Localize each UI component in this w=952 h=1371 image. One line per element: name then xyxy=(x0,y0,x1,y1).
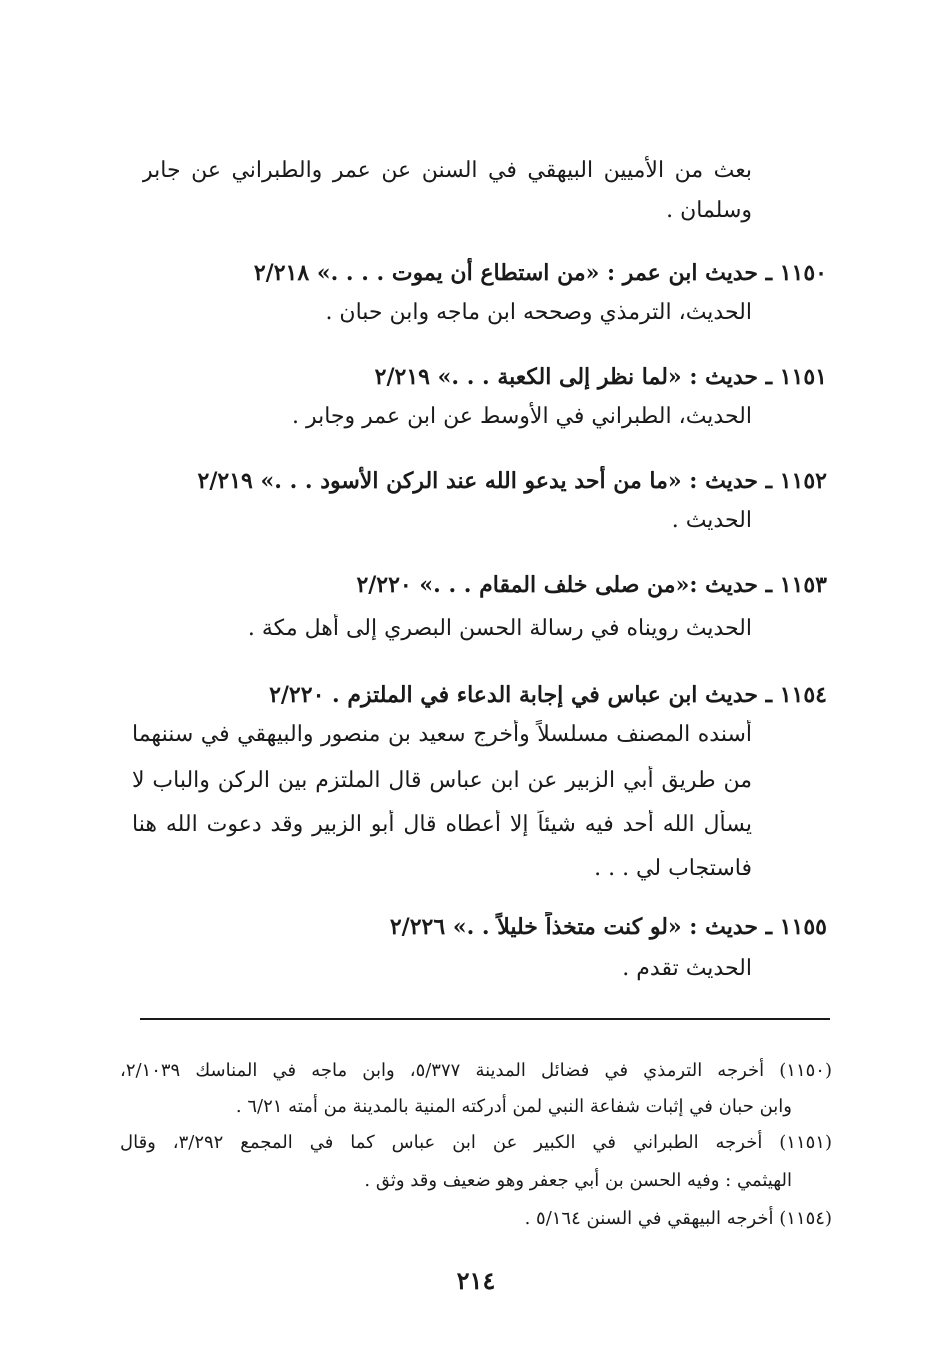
footnote-1150-line-1: (١١٥٠) أخرجه الترمذي في فضائل المدينة ٥/٣٧٧، وابن ماجه في المناسك ٢/١٠٣٩، xyxy=(120,1060,832,1081)
page-number: ٢١٤ xyxy=(456,1266,496,1295)
entry-body-1154-line-2: من طريق أبي الزبير عن ابن عباس قال الملتزم بين الركن والباب لا xyxy=(132,768,752,793)
entry-heading-1150: ١١٥٠ ـ حديث ابن عمر : «من استطاع أن يموت . . . .» ٢/٢١٨ xyxy=(253,260,827,286)
entry-body-1150: الحديث، الترمذي وصححه ابن ماجه وابن حبان . xyxy=(325,300,752,325)
entry-body-1155: الحديث تقدم . xyxy=(622,956,752,981)
footnote-1151-line-2: الهيثمي : وفيه الحسن بن أبي جعفر وهو ضعيف وقد وثق . xyxy=(364,1170,792,1191)
entry-heading-1154: ١١٥٤ ـ حديث ابن عباس في إجابة الدعاء في الملتزم . ٢/٢٢٠ xyxy=(269,682,827,708)
entry-heading-1151: ١١٥١ ـ حديث : «لما نظر إلى الكعبة . . .» ٢/٢١٩ xyxy=(374,364,827,390)
intro-line-1: بعث من الأميين البيهقي في السنن عن عمر والطبراني عن جابر xyxy=(142,158,752,183)
entry-heading-1155: ١١٥٥ ـ حديث : «لو كنت متخذاً خليلاً . .» ٢/٢٢٦ xyxy=(389,914,827,940)
entry-body-1152: الحديث . xyxy=(671,508,752,533)
entry-body-1151: الحديث، الطبراني في الأوسط عن ابن عمر وجابر . xyxy=(291,404,752,429)
entry-body-1153: الحديث رويناه في رسالة الحسن البصري إلى أهل مكة . xyxy=(247,616,752,641)
entry-body-1154-line-1: أسنده المصنف مسلسلاً وأخرج سعيد بن منصور والبيهقي في سننهما xyxy=(132,722,752,747)
entry-heading-1152: ١١٥٢ ـ حديث : «ما من أحد يدعو الله عند الركن الأسود . . .» ٢/٢١٩ xyxy=(197,468,827,494)
entry-body-1154-line-4: فاستجاب لي . . . xyxy=(594,856,752,881)
entry-heading-1153: ١١٥٣ ـ حديث :«من صلى خلف المقام . . .» ٢/٢٢٠ xyxy=(356,572,827,598)
footnote-1150-line-2: وابن حبان في إثبات شفاعة النبي لمن أدركته المنية بالمدينة من أمته ٦/٢١ . xyxy=(235,1096,792,1117)
entry-body-1154-line-3: يسأل الله أحد فيه شيئاً إلا أعطاه قال أبو الزبير وقد دعوت الله هنا xyxy=(132,812,752,837)
footnote-1154: (١١٥٤) أخرجه البيهقي في السنن ٥/١٦٤ . xyxy=(524,1208,832,1229)
footnote-1151-line-1: (١١٥١) أخرجه الطبراني في الكبير عن ابن عباس كما في المجمع ٣/٢٩٢، وقال xyxy=(120,1132,832,1153)
intro-line-2: وسلمان . xyxy=(666,198,752,223)
footnote-separator xyxy=(140,1018,830,1020)
